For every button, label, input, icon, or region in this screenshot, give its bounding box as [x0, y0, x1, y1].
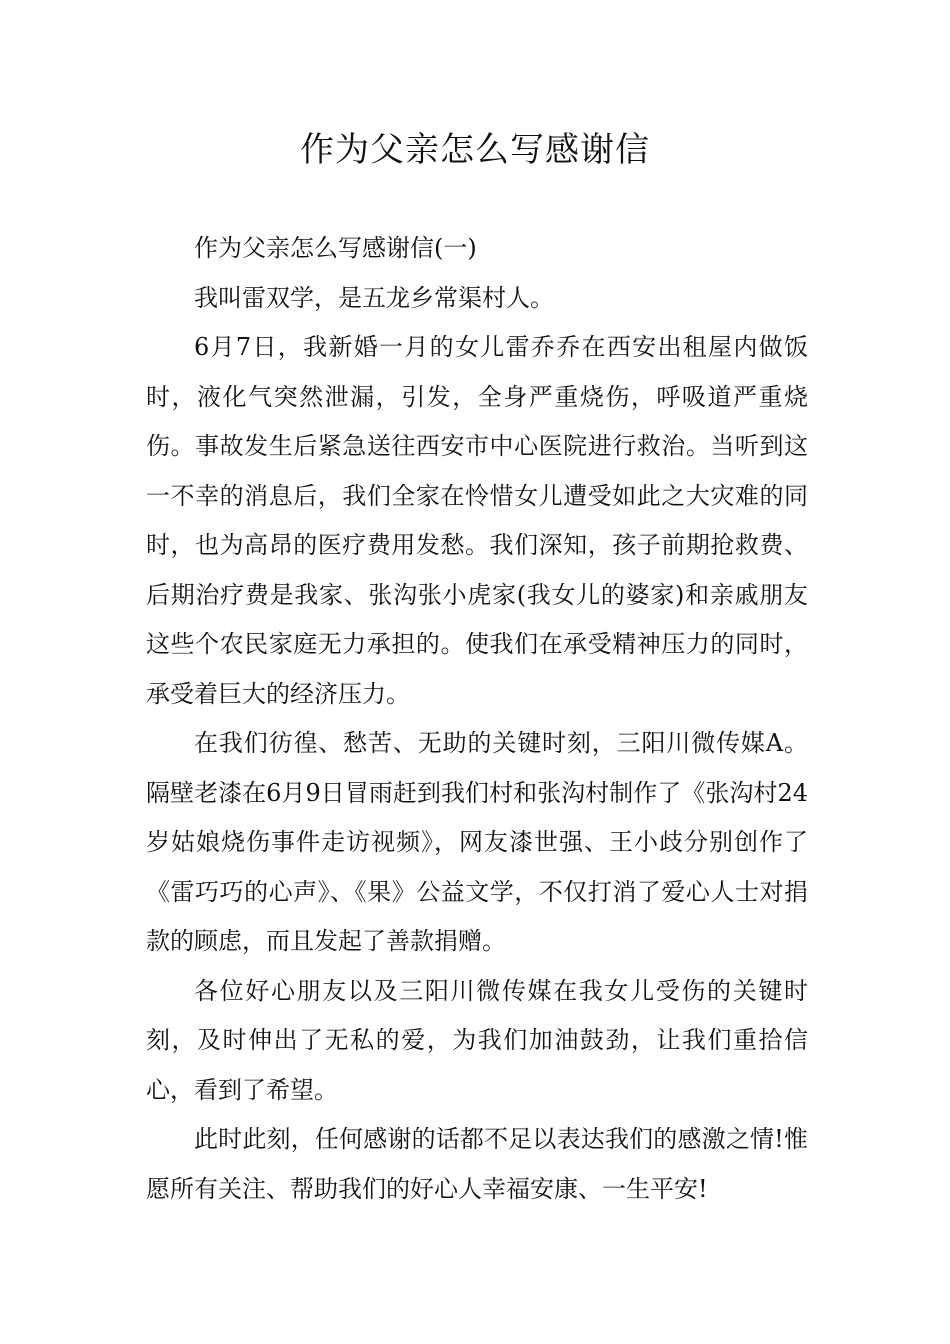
paragraph-friends-help: 各位好心朋友以及三阳川微传媒在我女儿受伤的关键时刻，及时伸出了无私的爱，为我们加油鼓劲，让我们重拾信心，看到了希望。 — [146, 976, 808, 1104]
paragraph-intro: 我叫雷双学，是五龙乡常渠村人。 — [194, 283, 554, 312]
document-title: 作为父亲怎么写感谢信 — [300, 130, 650, 170]
paragraph-subtitle: 作为父亲怎么写感谢信(一) — [194, 234, 477, 262]
document-body — [146, 224, 808, 1214]
paragraph-accident: 6月7日，我新婚一月的女儿雷乔乔在西安出租屋内做饭时，液化气突然泄漏，引发，全身严重烧伤，呼吸道严重烧伤。事故发生后紧急送往西安市中心医院进行救治。当听到这一不幸的消息后，我们全家在怜惜女儿遭受如此之大灾难的同时，也为高昂的医疗费用发愁。我们深知，孩子前期抢救费、后期治疗费是我家、张沟张小虎家(我女儿的婆家)和亲戚朋友这些个农民家庭无力承担的。使我们在承受精神压力的同时，承受着巨大的经济压力。 — [146, 333, 808, 708]
paragraph-media-help: 在我们彷徨、愁苦、无助的关键时刻，三阳川微传媒A。隔壁老漆在6月9日冒雨赶到我们村和张沟村制作了《张沟村24岁姑娘烧伤事件走访视频》，网友漆世强、王小歧分别创作了《雷巧巧的心声》、《果》公益文学，不仅打消了爱心人士对捐款的顾虑，而且发起了善款捐赠。 — [146, 729, 808, 955]
paragraph-thanks: 此时此刻，任何感谢的话都不足以表达我们的感激之情!惟愿所有关注、帮助我们的好心人幸福安康、一生平安! — [146, 1125, 808, 1203]
